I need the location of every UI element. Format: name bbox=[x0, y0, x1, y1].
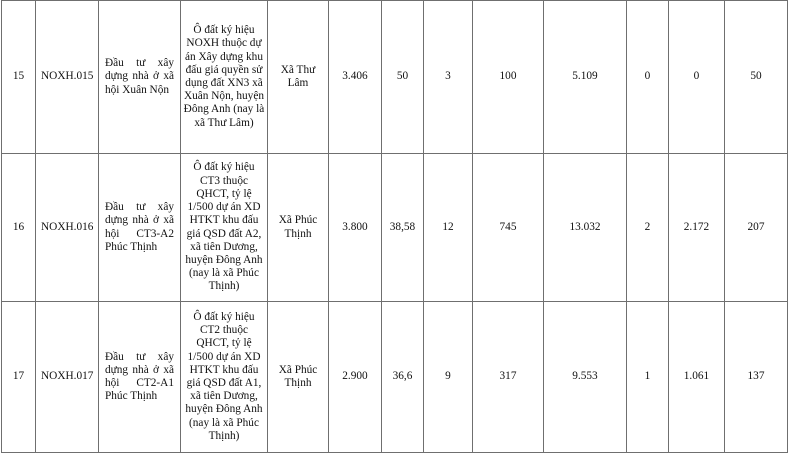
project-name: Đầu tư xây dựng nhà ở xã hội Xuân Nộn bbox=[99, 1, 181, 154]
value-col-8: 207 bbox=[725, 154, 788, 302]
value-col-7: 2.172 bbox=[669, 154, 725, 302]
value-col-3: 3 bbox=[424, 1, 473, 154]
value-col-7: 1.061 bbox=[669, 302, 725, 453]
value-col-8: 137 bbox=[725, 302, 788, 453]
value-col-4: 100 bbox=[473, 1, 544, 154]
location-description: Ô đất ký hiệu NOXH thuộc dự án Xây dựng khu đấu giá quyền sử dụng đất XN3 xã Xuân Nộn, huyện Đông Anh (nay là xã Thư Lâm) bbox=[181, 1, 268, 154]
commune: Xã Phúc Thịnh bbox=[268, 302, 329, 453]
height-value: 50 bbox=[382, 1, 424, 154]
value-col-5: 5.109 bbox=[544, 1, 627, 154]
commune: Xã Phúc Thịnh bbox=[268, 154, 329, 302]
table-row bbox=[2, 302, 788, 453]
value-col-3: 9 bbox=[424, 302, 473, 453]
project-name: Đầu tư xây dựng nhà ở xã hội CT3-A2 Phúc Thịnh bbox=[99, 154, 181, 302]
value-col-5: 9.553 bbox=[544, 302, 627, 453]
value-col-8: 50 bbox=[725, 1, 788, 154]
area-value: 2.900 bbox=[329, 302, 382, 453]
area-value: 3.800 bbox=[329, 154, 382, 302]
row-number: 16 bbox=[2, 154, 36, 302]
area-value: 3.406 bbox=[329, 1, 382, 154]
project-code: NOXH.016 bbox=[36, 154, 99, 302]
row-number: 15 bbox=[2, 1, 36, 154]
row-number: 17 bbox=[2, 302, 36, 453]
value-col-6: 2 bbox=[627, 154, 669, 302]
height-value: 38,58 bbox=[382, 154, 424, 302]
location-description: Ô đất ký hiệu CT3 thuộc QHCT, tỷ lệ 1/500 dự án XD HTKT khu đấu giá QSD đất A2, xã tiên Dương, huyện Đông Anh (nay là xã Phúc Thịnh) bbox=[181, 154, 268, 302]
table-row bbox=[2, 1, 788, 154]
housing-projects-table bbox=[1, 0, 788, 453]
height-value: 36,6 bbox=[382, 302, 424, 453]
value-col-3: 12 bbox=[424, 154, 473, 302]
location-description: Ô đất ký hiệu CT2 thuộc QHCT, tỷ lệ 1/500 dự án XD HTKT khu đấu giá QSD đất A1, xã tiên Dương, huyện Đông Anh (nay là xã Phúc Thịnh) bbox=[181, 302, 268, 453]
table-row bbox=[2, 154, 788, 302]
project-code: NOXH.017 bbox=[36, 302, 99, 453]
value-col-5: 13.032 bbox=[544, 154, 627, 302]
value-col-6: 0 bbox=[627, 1, 669, 154]
commune: Xã Thư Lâm bbox=[268, 1, 329, 154]
value-col-4: 317 bbox=[473, 302, 544, 453]
value-col-7: 0 bbox=[669, 1, 725, 154]
project-name: Đầu tư xây dựng nhà ở xã hội CT2-A1 Phúc Thịnh bbox=[99, 302, 181, 453]
value-col-6: 1 bbox=[627, 302, 669, 453]
project-code: NOXH.015 bbox=[36, 1, 99, 154]
value-col-4: 745 bbox=[473, 154, 544, 302]
